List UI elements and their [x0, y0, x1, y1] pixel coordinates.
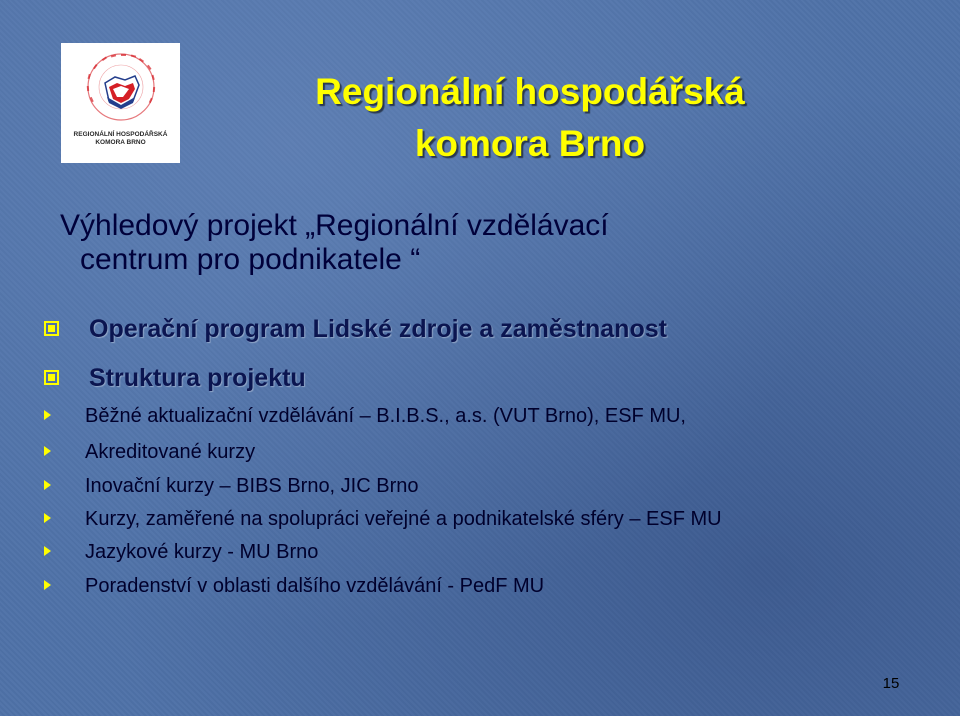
list-item-text: Běžné aktualizační vzdělávání – B.I.B.S., a.s. (VUT Brno), ESF MU, — [85, 405, 686, 427]
list-item — [44, 436, 255, 468]
square-bullet-icon — [44, 370, 59, 385]
chamber-emblem-icon — [61, 43, 180, 133]
arrow-bullet-icon — [44, 513, 51, 523]
arrow-bullet-icon — [44, 480, 51, 490]
list-item-text: Poradenství v oblasti dalšího vzdělávání - PedF MU — [85, 575, 545, 597]
slide-subtitle — [60, 209, 900, 277]
section-heading — [44, 309, 667, 349]
list-item-text: Inovační kurzy – BIBS Brno, JIC Brno — [85, 475, 419, 497]
logo-caption-line-1: REGIONÁLNÍ HOSPODÁŘSKÁ — [73, 131, 168, 138]
section-heading — [44, 358, 306, 398]
list-item — [44, 503, 722, 535]
list-item-text: Jazykové kurzy - MU Brno — [85, 541, 319, 563]
arrow-bullet-icon — [44, 446, 51, 456]
list-item — [44, 400, 686, 432]
list-item-text: Akreditované kurzy — [85, 441, 256, 463]
slide-title-line-1: Regionální hospodářská — [315, 71, 745, 112]
page-number: 15 — [882, 675, 900, 692]
logo-caption — [61, 131, 180, 147]
slide-title — [270, 66, 790, 170]
chamber-logo — [61, 43, 180, 163]
section-heading-label: Operační program Lidské zdroje a zaměstnanost — [89, 315, 667, 343]
list-item — [44, 570, 544, 602]
arrow-bullet-icon — [44, 546, 51, 556]
slide-subtitle-line-1: Výhledový projekt „Regionální vzdělávací — [60, 209, 609, 242]
logo-caption-line-2: KOMORA BRNO — [95, 139, 146, 146]
section-heading-label: Struktura projektu — [89, 364, 306, 392]
list-item-text: Kurzy, zaměřené na spolupráci veřejné a podnikatelské sféry – ESF MU — [85, 508, 722, 530]
list-item — [44, 536, 318, 568]
arrow-bullet-icon — [44, 410, 51, 420]
square-bullet-icon — [44, 321, 59, 336]
list-item — [44, 470, 418, 502]
slide-subtitle-line-2: centrum pro podnikatele “ — [80, 243, 421, 276]
slide-title-line-2: komora Brno — [414, 123, 646, 164]
arrow-bullet-icon — [44, 580, 51, 590]
